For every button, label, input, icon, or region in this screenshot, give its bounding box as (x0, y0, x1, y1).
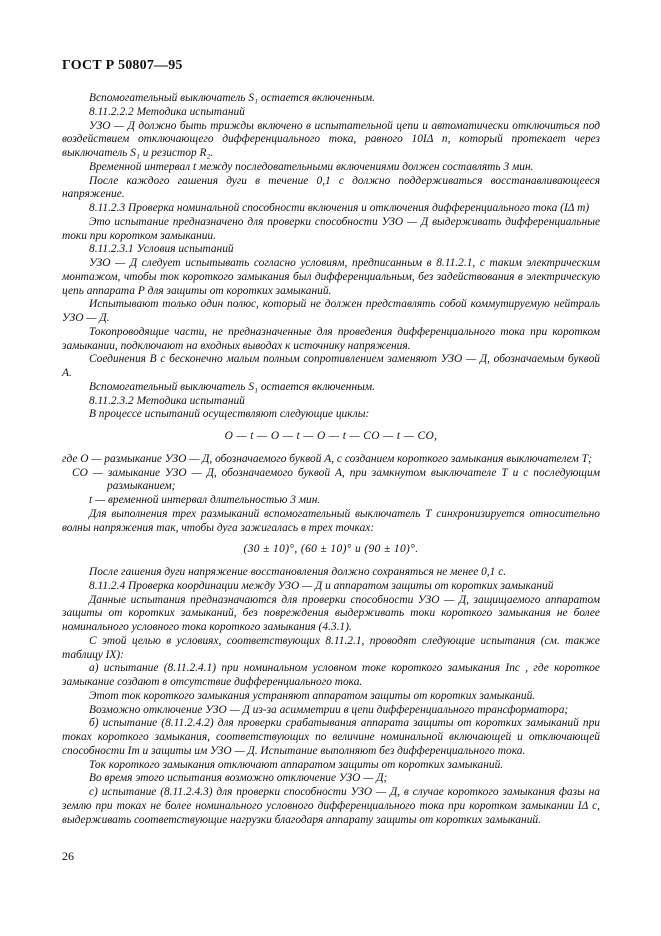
formula-angles: (30 ± 10)°, (60 ± 10)° и (90 ± 10)°. (243, 543, 419, 556)
document-body (62, 92, 600, 827)
paragraph: Возможно отключение УЗО — Д из-за асимметрии в цепи дифференциального трансформатора; (89, 703, 569, 716)
section-heading: 8.11.2.2.2 Методика испытаний (89, 105, 245, 118)
document-header: ГОСТ Р 50807—95 (62, 58, 183, 73)
section-heading: 8.11.2.3 Проверка номинальной способности включения и отключения дифференциального тока (IΔ m) (89, 202, 590, 214)
definition-item: СО — замыкание УЗО — Д, обозначаемого буквой А, при замкнутом выключателе Т и с последующим размыканием; (72, 466, 600, 493)
paragraph: После гашения дуги напряжение восстановления должно сохраняться не менее 0,1 с. (89, 566, 507, 578)
paragraph: Вспомогательный выключатель S₁ остается включенным. (89, 92, 375, 104)
section-heading: 8.11.2.4 Проверка координации между УЗО — Д и аппаратом защиты от коротких замыканий (89, 579, 554, 592)
page-number: 26 (62, 849, 74, 863)
list-item: с) испытание (8.11.2.4.3) для проверки способности УЗО — Д, в случае короткого замыкания фазы на землю при токах не более номинального условного дифференциального тока при коротком замыкании IΔ c, выдерживать соответствующие нагрузки благодаря аппарату защиты от коротких замыканий. (62, 786, 600, 826)
paragraph: Во время этого испытания возможно отключение УЗО — Д; (89, 772, 388, 785)
definition-item: где О — размыкание УЗО — Д, обозначаемого буквой А, с созданием короткого замыкания выключателем Т; (62, 452, 592, 465)
paragraph: Соединения В с бесконечно малым полным сопротивлением заменяют УЗО — Д, обозначаемым буквой А. (62, 353, 600, 379)
paragraph: УЗО — Д должно быть трижды включено в испытательной цепи и автоматически отключиться под воздействием отключающего дифференциального тока, равного 10IΔ n, который протекает через выключатель S₁ и резистор R₂. (62, 119, 600, 159)
paragraph: Токопроводящие части, не предназначенные для проведения дифференциального тока при коротком замыкании, подключают на входных выводах к источнику напряжения. (62, 325, 600, 352)
section-heading: 8.11.2.3.1 Условия испытаний (89, 243, 234, 256)
list-item: а) испытание (8.11.2.4.1) при номинальном условном токе короткого замыкания Inc , где короткое замыкание создают в отсутствие дифференциального тока. (62, 662, 600, 688)
paragraph: Испытывают только один полюс, который не должен представлять собой коммутируемую нейтраль УЗО — Д. (62, 298, 600, 324)
paragraph: Этот ток короткого замыкания устраняют аппаратом защиты от коротких замыканий. (89, 689, 536, 702)
paragraph: Данные испытания предназначаются для проверки способности УЗО — Д, защищаемого аппаратом защиты от коротких замыканий, без повреждения выдерживать токи короткого замыкания не более номинального условного тока короткого замыкания (4.3.1). (62, 593, 600, 633)
paragraph: Для выполнения трех размыканий вспомогательный выключатель Т синхронизируется относительно волны напряжения так, чтобы дуга зажигалась в трех точках: (62, 507, 600, 534)
section-heading: 8.11.2.3.2 Методика испытаний (89, 394, 245, 407)
paragraph: Временной интервал t между последовательными включениями должен составлять 3 мин. (89, 160, 534, 173)
paragraph: УЗО — Д следует испытывать согласно условиям, предписанным в 8.11.2.1, с таким электрическим монтажом, чтобы ток короткого замыкания был дифференциальным, без задействования в электрическую цепь аппарата Р для защиты от коротких замыканий. (62, 257, 600, 297)
formula-cycles: О — t — О — t — О — t — СО — t — СО, (224, 430, 438, 442)
list-item: б) испытание (8.11.2.4.2) для проверки срабатывания аппарата защиты от коротких замыканий при токах короткого замыкания, соответствующих по величине номинальной включающей и отключающей способности Im и защиты им УЗО — Д. Испытание выполняют без дифференциального тока. (62, 717, 600, 757)
paragraph: Это испытание предназначено для проверки способности УЗО — Д выдерживать дифференциальные токи при коротком замыкании. (62, 215, 600, 242)
paragraph: В процессе испытаний осуществляют следующие циклы: (89, 408, 370, 421)
paragraph: Ток короткого замыкания отключают аппаратом защиты от коротких замыканий. (89, 758, 504, 771)
definition-item: t — временной интервал длительностью 3 мин. (89, 494, 321, 506)
paragraph: Вспомогательный выключатель S₁ остается включенным. (89, 380, 375, 393)
paragraph: После каждого гашения дуги в течение 0,1 с должно поддерживаться восстанавливающееся напряжение. (62, 174, 600, 201)
paragraph: С этой целью в условиях, соответствующих 8.11.2.1, проводят следующие испытания (см. также таблицу IX): (62, 634, 600, 661)
